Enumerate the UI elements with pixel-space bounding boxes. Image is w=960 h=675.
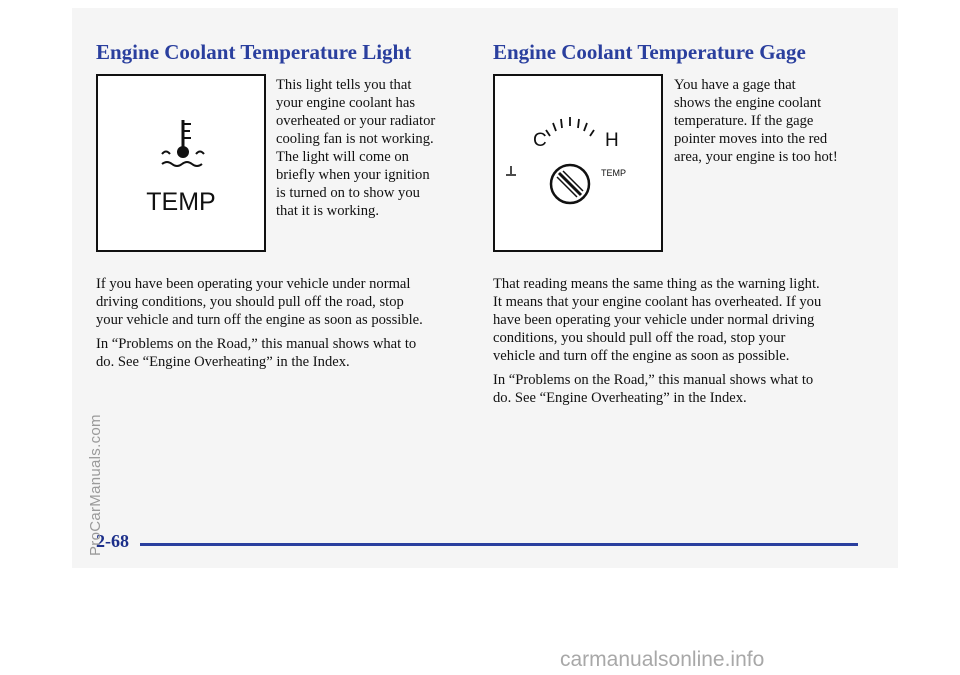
left-heading: Engine Coolant Temperature Light — [96, 40, 412, 64]
text-line: is turned on to show you — [276, 185, 420, 201]
text-line: your engine coolant has — [276, 95, 416, 111]
text-line: briefly when your ignition — [276, 167, 430, 183]
text-line: That reading means the same thing as the warning light. — [493, 276, 820, 292]
gauge-cold-label: C — [533, 130, 547, 151]
text-line: In “Problems on the Road,” this manual shows what to — [96, 336, 417, 352]
side-watermark: ProCarManuals.com — [87, 414, 104, 556]
text-line: do. See “Engine Overheating” in the Index. — [96, 354, 350, 370]
gauge-temp-label: TEMP — [601, 168, 627, 178]
coolant-temperature-icon — [140, 112, 226, 168]
text-line: do. See “Engine Overheating” in the Index. — [493, 390, 747, 406]
text-line: overheated or your radiator — [276, 113, 436, 129]
temp-gauge-figure — [493, 74, 663, 252]
right-paragraph-2 — [493, 371, 813, 407]
text-line: It means that your engine coolant has overheated. If you — [493, 294, 822, 310]
gauge-hot-label: H — [605, 130, 619, 151]
text-line: vehicle and turn off the engine as soon as possible. — [493, 348, 790, 364]
left-paragraph-1 — [96, 275, 423, 329]
page-number: 2-68 — [96, 531, 129, 551]
text-line: In “Problems on the Road,” this manual shows what to — [493, 372, 814, 388]
text-line: If you have been operating your vehicle under normal — [96, 276, 411, 292]
left-paragraph-2 — [96, 335, 416, 371]
text-line: The light will come on — [276, 149, 409, 165]
source-url: carmanualsonline.info — [560, 648, 765, 671]
text-line: This light tells you that — [276, 77, 412, 93]
text-line: You have a gage that — [674, 77, 796, 93]
text-line: your vehicle and turn off the engine as soon as possible. — [96, 312, 423, 328]
text-line: shows the engine coolant — [674, 95, 822, 111]
text-line: that it is working. — [276, 203, 379, 219]
right-heading: Engine Coolant Temperature Gage — [493, 40, 806, 64]
text-line: have been operating your vehicle under normal driving — [493, 312, 815, 328]
right-paragraph-1 — [493, 275, 821, 365]
temp-light-label: TEMP — [146, 188, 216, 216]
right-intro — [674, 76, 838, 166]
left-intro — [276, 76, 435, 220]
text-line: cooling fan is not working. — [276, 131, 434, 147]
temp-light-figure — [96, 74, 266, 252]
text-line: conditions, you should pull off the road, stop your — [493, 330, 786, 346]
text-line: driving conditions, you should pull off the road, stop — [96, 294, 404, 310]
temperature-gauge — [495, 76, 661, 250]
text-line: pointer moves into the red — [674, 131, 828, 147]
text-line: area, your engine is too hot! — [674, 149, 838, 165]
text-line: temperature. If the gage — [674, 113, 814, 129]
footer-rule — [140, 543, 858, 546]
